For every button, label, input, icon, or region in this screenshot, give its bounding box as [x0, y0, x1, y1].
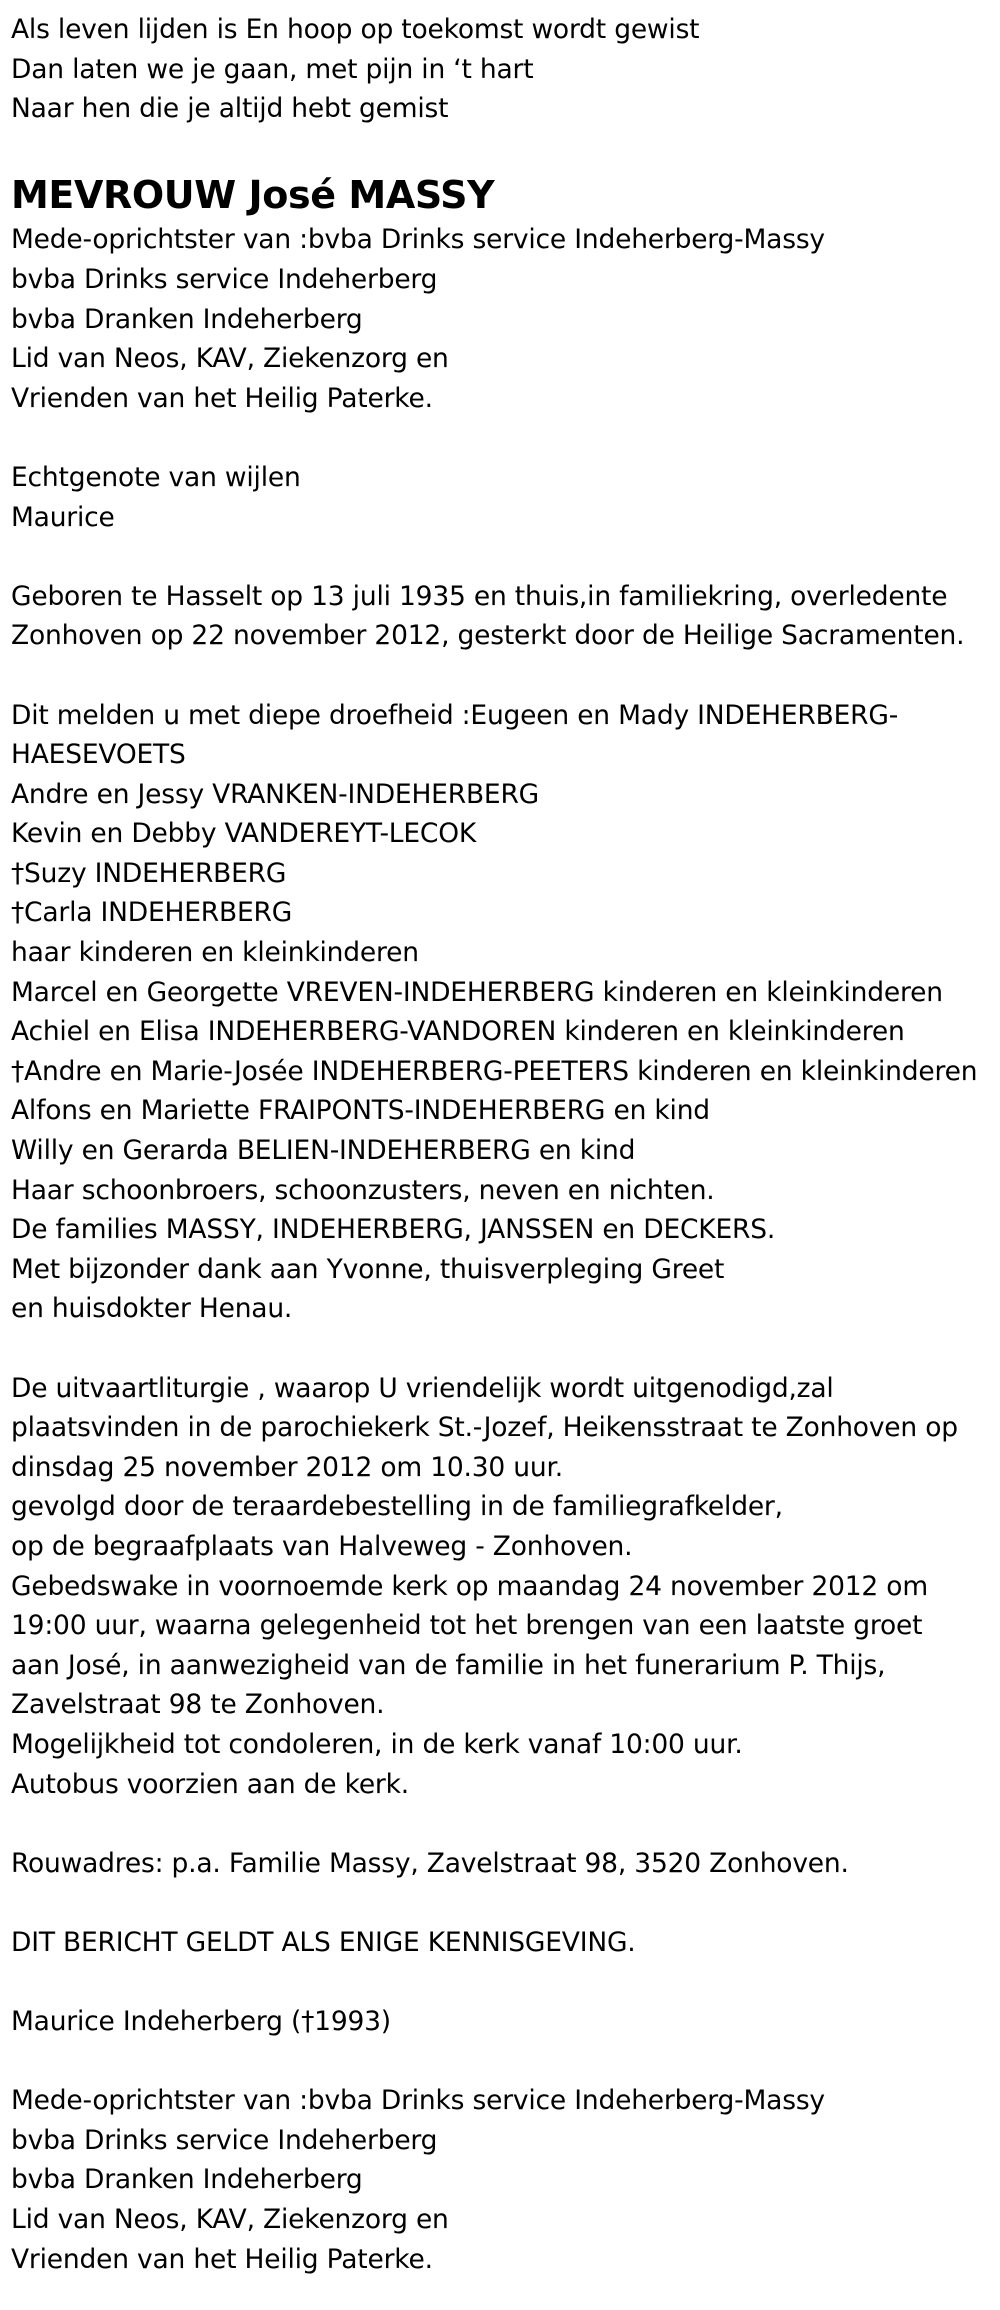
poem-line: Naar hen die je altijd hebt gemist — [11, 93, 449, 125]
family-line: De families MASSY, INDEHERBERG, JANSSEN en DECKERS. — [11, 1214, 776, 1246]
family-line: haar kinderen en kleinkinderen — [11, 937, 419, 969]
family-line: Kevin en Debby VANDEREYT-LECOK — [11, 818, 477, 850]
spacer — [11, 2042, 1000, 2082]
deceased-name-title: MEVROUW José MASSY — [11, 173, 495, 218]
funeral-line: aan José, in aanwezigheid van de familie in het funerarium P. Thijs, — [11, 1649, 886, 1681]
spacer — [11, 418, 1000, 458]
affiliations-repeat — [11, 2081, 1000, 2279]
spouse-line: Maurice — [11, 501, 115, 533]
family-line: Dit melden u met diepe droefheid :Eugeen en Mady INDEHERBERG- — [11, 699, 899, 731]
poem-line: Als leven lijden is En hoop op toekomst wordt gewist — [11, 14, 700, 45]
affiliation-line: Mede-oprichtster van :bvba Drinks service Indeherberg-Massy — [11, 224, 825, 256]
affiliation-line: Vrienden van het Heilig Paterke. — [11, 2243, 433, 2275]
spouse-section — [11, 458, 1000, 537]
family-line: Willy en Gerarda BELIEN-INDEHERBERG en kind — [11, 1135, 636, 1167]
funeral-line: op de begraafplaats van Halveweg - Zonhoven. — [11, 1530, 633, 1562]
spouse-note: Maurice Indeherberg (†1993) — [11, 2006, 391, 2038]
family-section — [11, 696, 1000, 1330]
family-line: HAESEVOETS — [11, 739, 186, 771]
spacer — [11, 1329, 1000, 1369]
spacer — [11, 656, 1000, 696]
family-line: †Carla INDEHERBERG — [11, 897, 293, 929]
family-line: Met bijzonder dank aan Yvonne, thuisverpleging Greet — [11, 1253, 725, 1285]
affiliation-line: Mede-oprichtster van :bvba Drinks service Indeherberg-Massy — [11, 2085, 825, 2117]
poem-line: Dan laten we je gaan, met pijn in ‘t hart — [11, 53, 534, 85]
spacer — [11, 1883, 1000, 1923]
spacer — [11, 1804, 1000, 1844]
funeral-line: gevolgd door de teraardebestelling in de familiegrafkelder, — [11, 1491, 783, 1523]
spacer — [11, 129, 1000, 169]
family-line: Haar schoonbroers, schoonzusters, neven en nichten. — [11, 1174, 715, 1206]
funeral-section — [11, 1369, 1000, 1805]
affiliations — [11, 220, 1000, 418]
notice-statement: DIT BERICHT GELDT ALS ENIGE KENNISGEVING. — [11, 1926, 636, 1958]
funeral-line: plaatsvinden in de parochiekerk St.-Jozef, Heikensstraat te Zonhoven op — [11, 1412, 958, 1444]
family-line: Marcel en Georgette VREVEN-INDEHERBERG kinderen en kleinkinderen — [11, 976, 943, 1008]
funeral-line: dinsdag 25 november 2012 om 10.30 uur. — [11, 1451, 563, 1483]
family-line: Alfons en Mariette FRAIPONTS-INDEHERBERG en kind — [11, 1095, 710, 1127]
birth-death-line: Zonhoven op 22 november 2012, gesterkt door de Heilige Sacramenten. — [11, 620, 965, 652]
birth-death-section — [11, 577, 1000, 656]
affiliation-line: bvba Dranken Indeherberg — [11, 2164, 363, 2196]
spacer — [11, 1963, 1000, 2003]
affiliation-line: bvba Drinks service Indeherberg — [11, 263, 438, 295]
mourning-address: Rouwadres: p.a. Familie Massy, Zavelstraat 98, 3520 Zonhoven. — [11, 1847, 849, 1879]
affiliation-line: bvba Dranken Indeherberg — [11, 303, 363, 335]
affiliation-line: bvba Drinks service Indeherberg — [11, 2124, 438, 2156]
funeral-line: Gebedswake in voornoemde kerk op maandag 24 november 2012 om — [11, 1570, 928, 1602]
funeral-line: 19:00 uur, waarna gelegenheid tot het brengen van een laatste groet — [11, 1610, 923, 1642]
family-line: Achiel en Elisa INDEHERBERG-VANDOREN kinderen en kleinkinderen — [11, 1016, 905, 1048]
funeral-line: Mogelijkheid tot condoleren, in de kerk vanaf 10:00 uur. — [11, 1728, 743, 1760]
spouse-line: Echtgenote van wijlen — [11, 461, 301, 493]
family-line: †Andre en Marie-Josée INDEHERBERG-PEETERS kinderen en kleinkinderen — [11, 1055, 978, 1087]
birth-death-line: Geboren te Hasselt op 13 juli 1935 en thuis,in familiekring, overledente — [11, 580, 948, 612]
funeral-line: Autobus voorzien aan de kerk. — [11, 1768, 409, 1800]
funeral-line: De uitvaartliturgie , waarop U vriendelijk wordt uitgenodigd,zal — [11, 1372, 834, 1404]
funeral-line: Zavelstraat 98 te Zonhoven. — [11, 1689, 385, 1721]
affiliation-line: Vrienden van het Heilig Paterke. — [11, 382, 433, 414]
family-line: Andre en Jessy VRANKEN-INDEHERBERG — [11, 778, 540, 810]
affiliation-line: Lid van Neos, KAV, Ziekenzorg en — [11, 343, 449, 375]
spacer — [11, 537, 1000, 577]
family-line: †Suzy INDEHERBERG — [11, 857, 287, 889]
family-line: en huisdokter Henau. — [11, 1293, 293, 1325]
affiliation-line: Lid van Neos, KAV, Ziekenzorg en — [11, 2204, 449, 2236]
poem — [11, 10, 1000, 129]
